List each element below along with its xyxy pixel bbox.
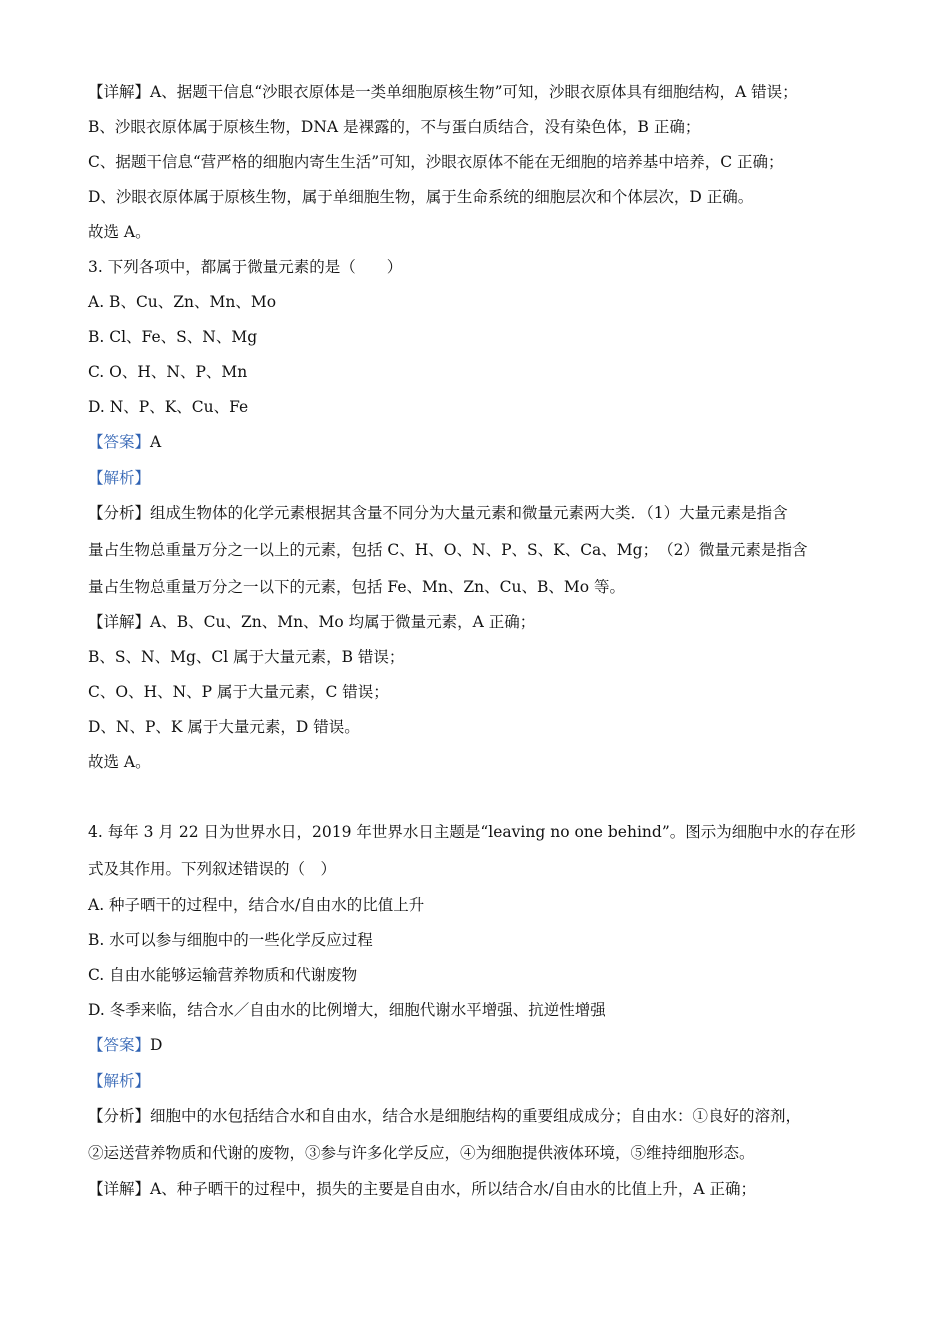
question-3-stem: 3. 下列各项中，都属于微量元素的是（ ） — [88, 258, 403, 276]
q4-option-a: A. 种子晒干的过程中，结合水/自由水的比值上升 — [88, 896, 425, 914]
q3-detail-line-1: 【详解】A、B、Cu、Zn、Mn、Mo 均属于微量元素，A 正确； — [88, 613, 536, 631]
answer-tag: 【答案】 — [88, 433, 151, 451]
conclusion: 故选 A。 — [88, 223, 151, 241]
q4-answer — [88, 1033, 890, 1057]
answer-value: A — [150, 433, 162, 451]
q3-option-d: D. N、P、K、Cu、Fe — [88, 398, 249, 416]
q4-fenxi-line-1: 【分析】细胞中的水包括结合水和自由水，结合水是细胞结构的重要组成成分；自由水：①良好的溶剂， — [88, 1107, 802, 1125]
q3-conclusion: 故选 A。 — [88, 753, 151, 771]
fenxi-tag: 【分析】 — [88, 504, 151, 522]
q3-option-a: A. B、Cu、Zn、Mn、Mo — [88, 293, 277, 311]
q4-option-c: C. 自由水能够运输营养物质和代谢废物 — [88, 966, 358, 984]
detail-tag: 【详解】 — [88, 613, 151, 631]
q3-detail-line-3: C、O、H、N、P 属于大量元素，C 错误； — [88, 683, 389, 701]
detail-line-2: B、沙眼衣原体属于原核生物，DNA 是裸露的，不与蛋白质结合，没有染色体，B 正确； — [88, 118, 701, 136]
q3-analysis-tag: 【解析】 — [88, 469, 151, 487]
fenxi-tag: 【分析】 — [88, 1107, 151, 1125]
q4-detail-line-1: 【详解】A、种子晒干的过程中，损失的主要是自由水，所以结合水/自由水的比值上升，A 正确； — [88, 1180, 757, 1198]
q4-option-b: B. 水可以参与细胞中的一些化学反应过程 — [88, 931, 373, 949]
q3-fenxi-line-1: 【分析】组成生物体的化学元素根据其含量不同分为大量元素和微量元素两大类．（1）大量元素是指含 — [88, 504, 788, 522]
detail-tag: 【详解】 — [88, 1180, 151, 1198]
q3-fenxi-line-3: 量占生物总重量万分之一以下的元素，包括 Fe、Mn、Zn、Cu、B、Mo 等。 — [88, 578, 625, 596]
q3-detail-line-2: B、S、N、Mg、Cl 属于大量元素，B 错误； — [88, 648, 405, 666]
detail-tag: 【详解】 — [88, 83, 151, 101]
q3-fenxi-line-2: 量占生物总重量万分之一以上的元素，包括 C、H、O、N、P、S、K、Ca、Mg； （2）微量元素是指含 — [88, 541, 808, 559]
question-4-stem-line-2: 式及其作用。下列叙述错误的（ ） — [88, 860, 337, 878]
answer-tag: 【答案】 — [88, 1036, 151, 1054]
question-4-stem-line-1: 4. 每年 3 月 22 日为世界水日，2019 年世界水日主题是“leaving no one behind”。图示为细胞中水的存在形 — [88, 823, 856, 841]
q3-detail-line-4: D、N、P、K 属于大量元素，D 错误。 — [88, 718, 360, 736]
detail-line-1: 【详解】A、据题干信息“沙眼衣原体是一类单细胞原核生物”可知，沙眼衣原体具有细胞结构，A 错误； — [88, 83, 798, 101]
q4-option-d: D. 冬季来临，结合水／自由水的比例增大，细胞代谢水平增强、抗逆性增强 — [88, 1001, 606, 1019]
q4-fenxi-line-2: ②运送营养物质和代谢的废物，③参与许多化学反应，④为细胞提供液体环境，⑤维持细胞形态。 — [88, 1144, 755, 1162]
q3-answer — [88, 430, 890, 454]
detail-line-3: C、据题干信息“营严格的细胞内寄生生活”可知，沙眼衣原体不能在无细胞的培养基中培养，C 正确； — [88, 153, 784, 171]
q4-analysis-tag: 【解析】 — [88, 1072, 151, 1090]
detail-line-4: D、沙眼衣原体属于原核生物，属于单细胞生物，属于生命系统的细胞层次和个体层次，D 正确。 — [88, 188, 754, 206]
q3-option-c: C. O、H、N、P、Mn — [88, 363, 248, 381]
q3-option-b: B. Cl、Fe、S、N、Mg — [88, 328, 258, 346]
answer-value: D — [150, 1036, 163, 1054]
